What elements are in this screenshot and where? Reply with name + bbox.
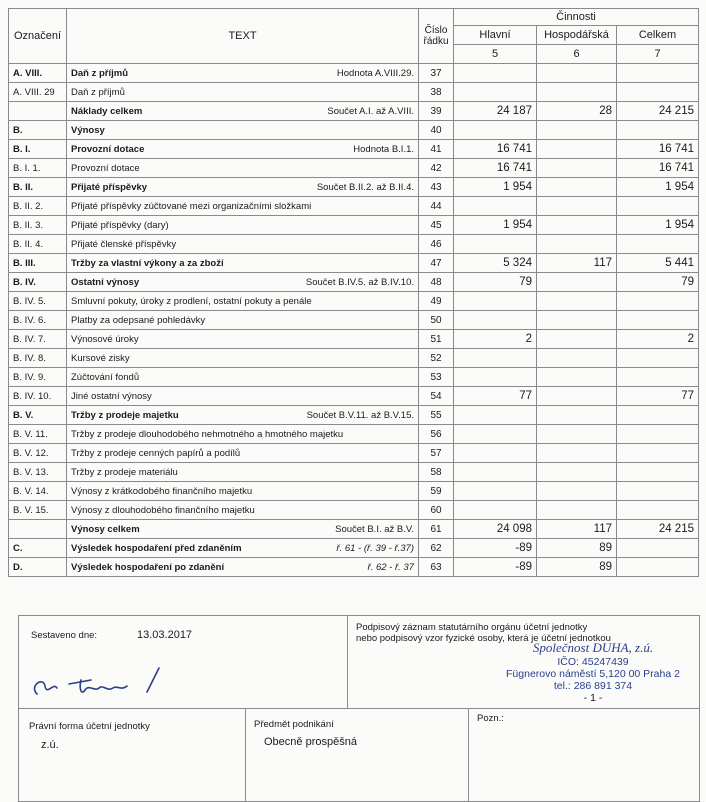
row-code: B. IV. [9,273,67,292]
row-code: A. VIII. [9,64,67,83]
table-row [9,501,699,520]
row-number: 60 [419,501,454,520]
table-row [9,254,699,273]
row-code: B. V. [9,406,67,425]
row-total-value [617,292,699,311]
row-text [67,121,419,140]
header-row-1 [9,9,699,26]
row-econ-value: 28 [537,102,617,121]
stamp-address: Fügnerovo náměstí 5,120 00 Praha 2 [506,668,680,680]
row-econ-value [537,482,617,501]
row-text-label: Náklady celkem [71,105,143,117]
row-main-value [454,444,537,463]
row-formula: Hodnota B.I.1. [353,143,414,155]
row-econ-value [537,406,617,425]
col-code-header: Označení [9,9,67,64]
row-number: 44 [419,197,454,216]
row-number: 39 [419,102,454,121]
row-econ-value [537,140,617,159]
table-row [9,520,699,539]
row-main-value: -89 [454,539,537,558]
row-total-value [617,349,699,368]
row-total-value [617,558,699,577]
stamp-ico: IČO: 45247439 [557,656,629,668]
row-total-value [617,539,699,558]
row-total-value [617,463,699,482]
col-total-header: Celkem [617,26,699,45]
table-row [9,406,699,425]
signature-label-1: Podpisový záznam statutárního orgánu účetní jednotky [356,622,588,633]
row-text-label: Tržby z prodeje majetku [71,409,179,421]
row-text-label: Jiné ostatní výnosy [71,390,152,402]
row-number: 47 [419,254,454,273]
row-text [67,330,419,349]
subject-value: Obecně prospěšná [264,736,357,748]
row-text [67,406,419,425]
col-main-header: Hlavní [454,26,537,45]
col-group-header: Činnosti [454,9,699,26]
page-number: - 1 - [583,692,603,704]
row-text-label: Tržby za vlastní výkony a za zboží [71,257,224,269]
row-econ-value [537,463,617,482]
row-code: B. IV. 5. [9,292,67,311]
row-total-value: 1 954 [617,216,699,235]
row-formula: Součet B.I. až B.V. [335,523,414,535]
row-number: 58 [419,463,454,482]
row-total-value: 77 [617,387,699,406]
row-text [67,368,419,387]
row-number: 48 [419,273,454,292]
row-econ-value [537,216,617,235]
row-total-value [617,368,699,387]
row-total-value [617,425,699,444]
row-code: B. I. [9,140,67,159]
income-statement-table [8,8,699,577]
row-formula: Součet A.I. až A.VIII. [327,105,414,117]
row-econ-value: 89 [537,558,617,577]
company-stamp [498,640,688,704]
table-row [9,444,699,463]
row-text-label: Platby za odepsané pohledávky [71,314,206,326]
row-text-label: Výnosové úroky [71,333,139,345]
row-main-value [454,425,537,444]
row-formula: Součet B.II.2. až B.II.4. [316,181,414,193]
row-main-value: 16 741 [454,159,537,178]
row-text [67,197,419,216]
row-main-value: 5 324 [454,254,537,273]
row-econ-value [537,444,617,463]
row-formula: Hodnota A.VIII.29. [336,67,414,79]
row-number: 54 [419,387,454,406]
row-total-value [617,83,699,102]
col-econ-number: 6 [537,45,617,64]
row-code: B. IV. 9. [9,368,67,387]
row-econ-value [537,311,617,330]
row-number: 52 [419,349,454,368]
row-econ-value [537,349,617,368]
col-main-number: 5 [454,45,537,64]
row-text [67,216,419,235]
row-total-value: 1 954 [617,178,699,197]
row-text-label: Daň z příjmů [71,67,129,79]
handwritten-signature [9,646,189,706]
compiled-date: 13.03.2017 [137,629,193,641]
table-row [9,159,699,178]
row-code: B. I. 1. [9,159,67,178]
row-total-value [617,444,699,463]
row-text-label: Přijaté příspěvky (dary) [71,219,169,231]
signature-box [348,616,699,708]
row-code: B. II. [9,178,67,197]
row-main-value [454,64,537,83]
table-row [9,482,699,501]
row-econ-value [537,235,617,254]
row-code: B. IV. 7. [9,330,67,349]
row-code: B. V. 11. [9,425,67,444]
stamp-name: Společnost DUHA, z.ú. [532,640,654,655]
row-total-value: 16 741 [617,140,699,159]
row-main-value: 16 741 [454,140,537,159]
legal-form-box [19,709,246,802]
row-text [67,102,419,121]
row-number: 43 [419,178,454,197]
row-econ-value [537,368,617,387]
row-total-value: 2 [617,330,699,349]
table-row [9,368,699,387]
table-row [9,425,699,444]
row-econ-value [537,425,617,444]
col-total-number: 7 [617,45,699,64]
col-econ-header: Hospodářská [537,26,617,45]
row-number: 45 [419,216,454,235]
row-number: 51 [419,330,454,349]
row-number: 38 [419,83,454,102]
row-number: 41 [419,140,454,159]
row-number: 63 [419,558,454,577]
subject-box [246,709,469,802]
row-text-label: Smluvní pokuty, úroky z prodlení, ostatní pokuty a penále [71,295,312,307]
row-total-value: 24 215 [617,520,699,539]
row-number: 57 [419,444,454,463]
row-main-value [454,121,537,140]
row-text-label: Daň z příjmů [71,86,125,98]
row-text [67,159,419,178]
row-text [67,387,419,406]
row-number: 42 [419,159,454,178]
footer-section [18,615,700,802]
row-main-value [454,311,537,330]
row-econ-value: 89 [537,539,617,558]
row-econ-value [537,197,617,216]
legal-form-label: Právní forma účetní jednotky [29,721,150,732]
row-total-value [617,235,699,254]
row-text [67,140,419,159]
row-code: B. V. 14. [9,482,67,501]
row-text [67,235,419,254]
row-total-value [617,64,699,83]
row-code: B. II. 4. [9,235,67,254]
row-text [67,463,419,482]
row-text [67,254,419,273]
row-code: B. II. 2. [9,197,67,216]
row-main-value [454,406,537,425]
row-code: B. IV. 6. [9,311,67,330]
table-row [9,349,699,368]
table-row [9,102,699,121]
row-number: 59 [419,482,454,501]
row-main-value: 1 954 [454,216,537,235]
table-row [9,539,699,558]
row-text-label: Výnosy z krátkodobého finančního majetku [71,485,253,497]
compiled-label: Sestaveno dne: [31,630,98,641]
row-text-label: Výnosy [71,124,105,136]
row-code: B. [9,121,67,140]
stamp-phone: tel.: 286 891 374 [553,680,633,692]
table-body [9,64,699,577]
col-text-header: TEXT [67,9,419,64]
row-total-value [617,482,699,501]
row-text-label: Tržby z prodeje cenných papírů a podílů [71,447,241,459]
table-row [9,216,699,235]
table-row [9,558,699,577]
subject-label: Předmět podnikání [254,719,334,730]
row-total-value [617,406,699,425]
row-main-value: 77 [454,387,537,406]
row-number: 55 [419,406,454,425]
row-econ-value [537,159,617,178]
row-text-label: Výsledek hospodaření po zdanění [71,561,225,573]
row-total-value [617,121,699,140]
note-label: Pozn.: [477,713,504,724]
row-econ-value [537,178,617,197]
row-number: 61 [419,520,454,539]
row-main-value [454,197,537,216]
row-text-label: Zúčtování fondů [71,371,140,383]
row-text [67,425,419,444]
table-row [9,387,699,406]
row-total-value: 24 215 [617,102,699,121]
report-sheet [8,8,696,577]
row-econ-value [537,387,617,406]
row-econ-value [537,64,617,83]
row-text [67,83,419,102]
row-text-label: Kursové zisky [71,352,130,364]
legal-form-value: z.ú. [41,739,59,751]
row-econ-value [537,273,617,292]
row-text [67,273,419,292]
table-row [9,235,699,254]
row-number: 49 [419,292,454,311]
row-total-value [617,197,699,216]
row-main-value: 79 [454,273,537,292]
row-total-value [617,501,699,520]
row-code: B. IV. 8. [9,349,67,368]
row-text-label: Přijaté členské příspěvky [71,238,177,250]
row-econ-value [537,292,617,311]
row-econ-value [537,121,617,140]
row-number: 40 [419,121,454,140]
row-text-label: Tržby z prodeje dlouhodobého nehmotného a hmotného majetku [71,428,344,440]
row-code [9,102,67,121]
row-code: B. V. 13. [9,463,67,482]
row-text [67,520,419,539]
row-text [67,292,419,311]
footer-row-2 [19,708,699,802]
row-text-label: Přijaté příspěvky zúčtované mezi organizačními složkami [71,200,312,212]
row-main-value [454,368,537,387]
row-formula: ř. 62 - ř. 37 [367,561,414,573]
table-row [9,121,699,140]
row-main-value: 2 [454,330,537,349]
row-text [67,501,419,520]
row-main-value [454,463,537,482]
table-row [9,83,699,102]
row-main-value: 1 954 [454,178,537,197]
row-total-value: 5 441 [617,254,699,273]
row-econ-value [537,83,617,102]
row-total-value [617,311,699,330]
table-row [9,64,699,83]
row-econ-value [537,501,617,520]
col-rowno-header: Číslo řádku [419,9,454,64]
table-row [9,273,699,292]
row-code: C. [9,539,67,558]
row-econ-value: 117 [537,254,617,273]
row-code: B. V. 12. [9,444,67,463]
row-total-value: 79 [617,273,699,292]
row-formula: Součet B.V.11. až B.V.15. [306,409,414,421]
signature-label-2: nebo podpisový vzor fyzické osoby, která je účetní jednotkou [356,633,611,644]
row-number: 56 [419,425,454,444]
row-text [67,178,419,197]
row-text-label: Provozní dotace [71,143,145,155]
row-formula: ř. 61 - (ř. 39 - ř.37) [336,542,414,554]
table-row [9,140,699,159]
row-text [67,482,419,501]
row-econ-value: 117 [537,520,617,539]
row-main-value [454,349,537,368]
row-text [67,64,419,83]
row-text-label: Výnosy z dlouhodobého finančního majetku [71,504,255,516]
row-text-label: Tržby z prodeje materiálu [71,466,178,478]
row-total-value: 16 741 [617,159,699,178]
row-number: 37 [419,64,454,83]
table-row [9,330,699,349]
table-row [9,197,699,216]
row-text-label: Ostatní výnosy [71,276,140,288]
table-row [9,292,699,311]
row-econ-value [537,330,617,349]
row-text [67,558,419,577]
row-code: D. [9,558,67,577]
row-code: B. III. [9,254,67,273]
row-main-value: -89 [454,558,537,577]
row-number: 53 [419,368,454,387]
row-text-label: Přijaté příspěvky [71,181,148,193]
row-text-label: Výnosy celkem [71,523,140,535]
row-main-value: 24 098 [454,520,537,539]
row-formula: Součet B.IV.5. až B.IV.10. [305,276,414,288]
row-main-value [454,501,537,520]
row-main-value [454,235,537,254]
row-code: A. VIII. 29 [9,83,67,102]
row-code: B. II. 3. [9,216,67,235]
row-text-label: Provozní dotace [71,162,140,174]
row-main-value [454,482,537,501]
row-number: 50 [419,311,454,330]
row-text [67,444,419,463]
note-box [469,709,699,802]
table-row [9,463,699,482]
row-text [67,349,419,368]
row-code: B. IV. 10. [9,387,67,406]
row-main-value [454,83,537,102]
row-number: 46 [419,235,454,254]
row-text [67,311,419,330]
row-number: 62 [419,539,454,558]
row-code: B. V. 15. [9,501,67,520]
row-text [67,539,419,558]
row-text-label: Výsledek hospodaření před zdaněním [71,542,242,554]
row-main-value [454,292,537,311]
table-row [9,178,699,197]
table-row [9,311,699,330]
row-main-value: 24 187 [454,102,537,121]
row-code [9,520,67,539]
